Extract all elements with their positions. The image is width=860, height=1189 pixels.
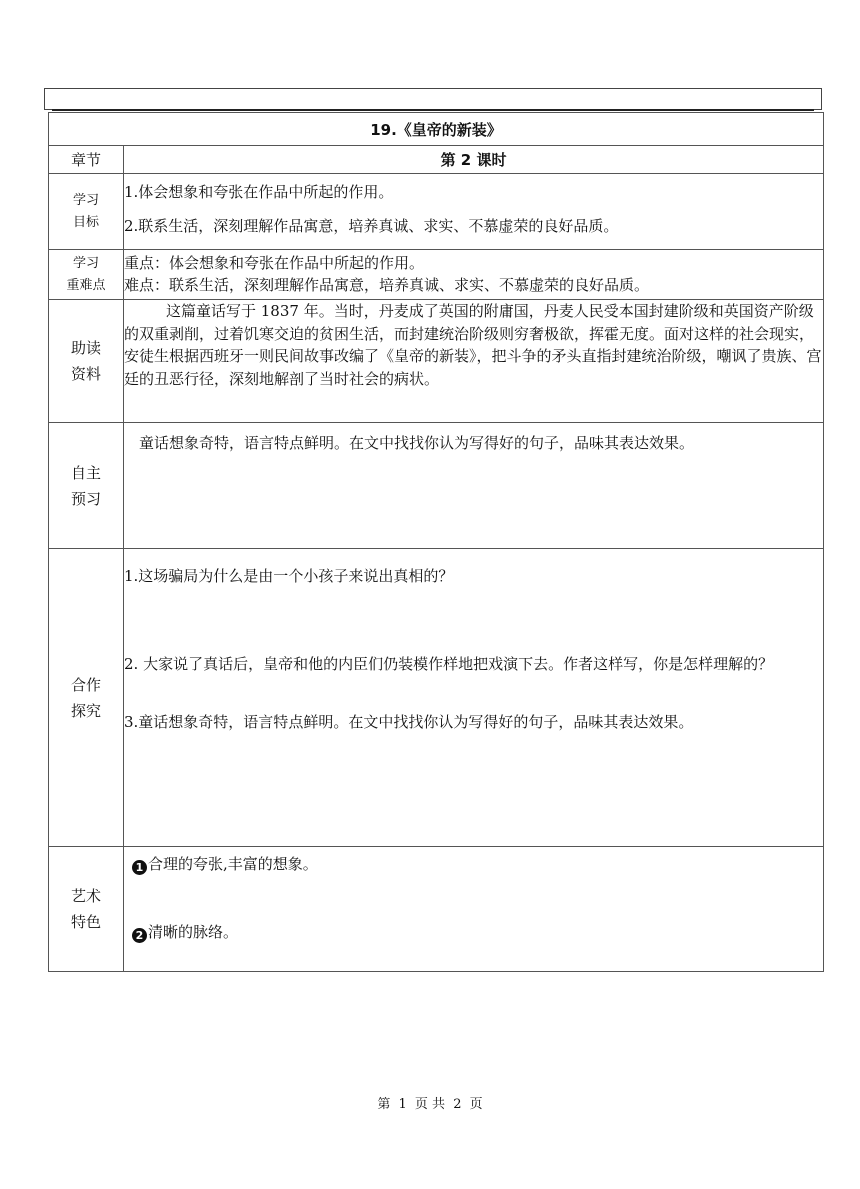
key-points-content — [124, 250, 824, 300]
page-footer: 第 1 页 共 2 页 — [377, 1097, 483, 1112]
chapter-value: 第 2 课时 — [124, 146, 824, 174]
objective-item: 1.体会想象和夸张在作品中所起的作用。 — [124, 183, 394, 201]
objectives-content — [124, 174, 824, 250]
reading-material-label: 助读 资料 — [49, 300, 124, 423]
key-points-row — [49, 250, 824, 300]
question-item: 3.童话想象奇特，语言特点鲜明。在文中找找你认为写得好的句子，品味其表达效果。 — [124, 713, 694, 731]
art-feature-item: 2 清晰的脉络。 — [132, 919, 823, 945]
objective-item: 2.联系生活，深刻理解作品寓意，培养真诚、求实、不慕虚荣的良好品质。 — [124, 217, 619, 235]
art-feature-item: 1 合理的夸张,丰富的想象。 — [132, 851, 823, 877]
number-1-icon: 1 — [132, 860, 147, 875]
chapter-label: 章节 — [49, 146, 124, 174]
reading-material-text: 这篇童话写于 1837 年。当时，丹麦成了英国的附庸国，丹麦人民受本国封建阶级和英国资产阶级的双重剥削，过着饥寒交迫的贫困生活，而封建统治阶级则穷奢极欲，挥霍无度。面对这样的社会现实，安徒生根据西班牙一则民间故事改编了《皇帝的新装》，把斗争的矛头直指封建统治阶级，嘲讽了贵族、宫廷的丑恶行径，深刻地解剖了当时社会的病状。 — [124, 302, 822, 388]
lesson-plan-table — [48, 112, 824, 972]
objectives-label: 学习 目标 — [49, 174, 124, 250]
key-points-label: 学习 重难点 — [49, 250, 124, 300]
question-item: 2. 大家说了真话后，皇帝和他的内臣们仍装模作样地把戏演下去。作者这样写，你是怎样理解的？ — [124, 655, 774, 673]
header-rule — [52, 109, 814, 111]
header-frame — [44, 88, 822, 110]
self-study-content — [124, 423, 824, 549]
current-page: 1 — [398, 1097, 407, 1112]
self-study-label: 自主 预习 — [49, 423, 124, 549]
difficult-point: 难点：联系生活，深刻理解作品寓意，培养真诚、求实、不慕虚荣的良好品质。 — [124, 276, 650, 294]
art-features-label: 艺术 特色 — [49, 847, 124, 972]
cooperation-label: 合作 探究 — [49, 549, 124, 847]
objectives-row — [49, 174, 824, 250]
art-features-row — [49, 847, 824, 972]
art-features-content — [124, 847, 824, 972]
total-pages: 2 — [453, 1097, 462, 1112]
number-2-icon: 2 — [132, 928, 147, 943]
self-study-text: 童话想象奇特，语言特点鲜明。在文中找找你认为写得好的句子，品味其表达效果。 — [139, 434, 695, 452]
self-study-row — [49, 423, 824, 549]
cooperation-row — [49, 549, 824, 847]
chapter-row — [49, 146, 824, 174]
title-row — [49, 113, 824, 146]
cooperation-content — [124, 549, 824, 847]
reading-material-row — [49, 300, 824, 423]
question-item: 1.这场骗局为什么是由一个小孩子来说出真相的？ — [124, 567, 454, 585]
reading-material-content — [124, 300, 824, 423]
lesson-title: 19.《皇帝的新装》 — [49, 113, 824, 146]
key-point: 重点：体会想象和夸张在作品中所起的作用。 — [124, 254, 425, 272]
